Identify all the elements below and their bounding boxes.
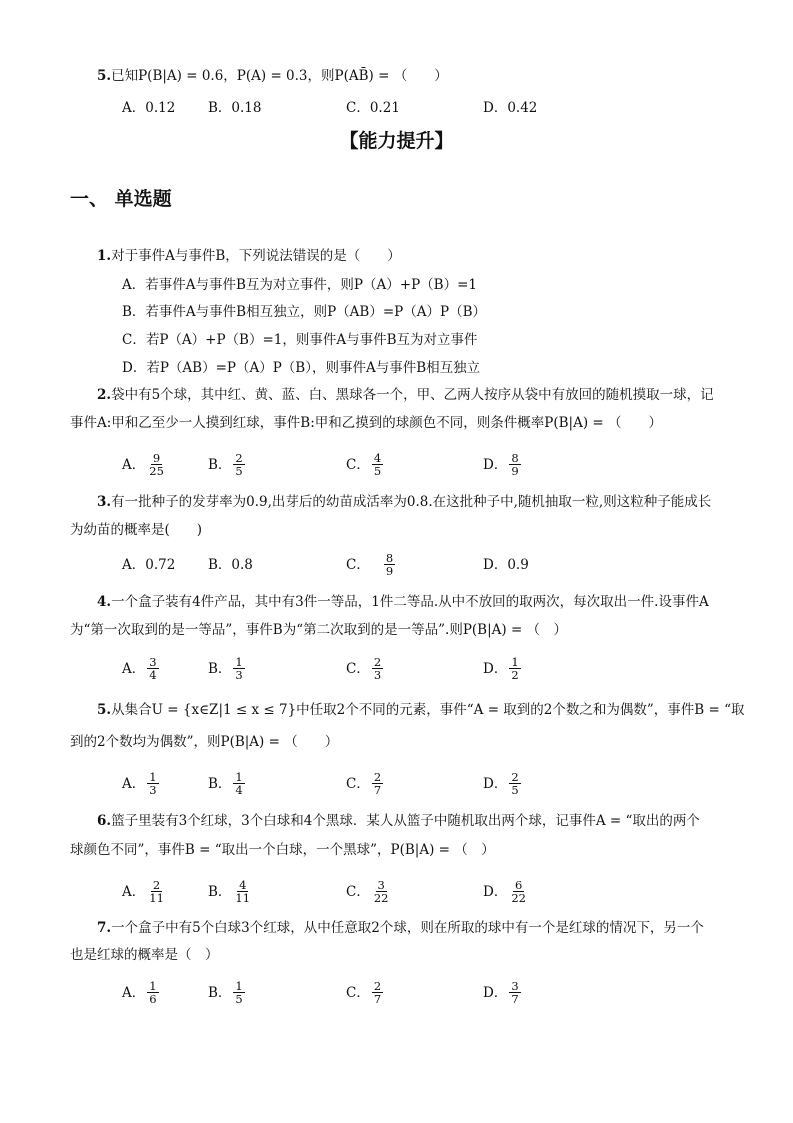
q6-option-d: D． $\frac{6}{22}$ [483, 878, 526, 905]
fraction: $\frac{3}{7}$ [511, 979, 519, 1006]
q7-option-d: D． $\frac{3}{7}$ [483, 979, 519, 1006]
q5-stem-line2: 到的2个数均为偶数”，则P(B|A) = （ ） [70, 734, 339, 750]
fraction: $\frac{6}{22}$ [511, 878, 526, 905]
q4-option-a: A． $\frac{3}{4}$ [122, 655, 157, 682]
fraction: $\frac{2}{3}$ [373, 655, 382, 682]
q2-option-c: C． $\frac{4}{5}$ [346, 451, 382, 478]
q3-option-a: A． 0.72 [122, 557, 176, 573]
top-q-option-c: C． 0.21 [346, 100, 400, 116]
q7-option-c: C． $\frac{2}{7}$ [346, 979, 382, 1006]
q3-stem-line2: 为幼苗的概率是( ) [70, 522, 203, 538]
fraction: $\frac{1}{4}$ [235, 770, 243, 797]
q7-option-b: B． $\frac{1}{5}$ [208, 979, 243, 1006]
top-q-option-d: D． 0.42 [483, 100, 538, 116]
fraction: $\frac{1}{5}$ [235, 979, 243, 1006]
q2-option-d: D． $\frac{8}{9}$ [483, 451, 519, 478]
top-q-option-b: B． 0.18 [208, 100, 262, 116]
q5-option-d: D． $\frac{2}{5}$ [483, 770, 519, 797]
fraction: $\frac{1}{6}$ [149, 979, 157, 1006]
q5-option-c: C． $\frac{2}{7}$ [346, 770, 382, 797]
q6-stem-line1: 6.篮子里装有3个红球，3个白球和4个黑球．某人从篮子中随机取出两个球，记事件A = “取出的两个 [97, 813, 700, 829]
fraction: $\frac{1}{3}$ [149, 770, 157, 797]
fraction: $\frac{2}{5}$ [511, 770, 519, 797]
q1-option-d: D．若P（AB）=P（A）P（B），则事件A与事件B相互独立 [122, 360, 481, 376]
q6-option-b: B． $\frac{4}{11}$ [208, 878, 251, 905]
top-question-stem: 5.已知P(B|A) = 0.6，P(A) = 0.3，则P(AB̄) = （ ） [97, 68, 448, 84]
q2-option-b: B． $\frac{2}{5}$ [208, 451, 243, 478]
fraction: $\frac{8}{9}$ [385, 551, 394, 578]
fraction: $\frac{2}{11}$ [149, 878, 164, 905]
q3-option-b: B． 0.8 [208, 557, 253, 573]
q6-option-c: C． $\frac{3}{22}$ [346, 878, 389, 905]
q3-option-c: C． $\frac{8}{9}$ [346, 551, 394, 578]
q1-stem: 1.对于事件A与事件B，下列说法错误的是（ ） [97, 248, 401, 264]
q5-stem-line1: 5.从集合U = {x∈Z|1 ≤ x ≤ 7}中任取2个不同的元素，事件“A = 取到的2个数之和为偶数”，事件B = “取 [97, 702, 745, 718]
q1-option-b: B．若事件A与事件B相互独立，则P（AB）=P（A）P（B） [122, 304, 486, 320]
q4-stem-line2: 为“第一次取到的是一等品”，事件B为“第二次取到的是一等品”.则P(B|A) = （ ） [70, 622, 568, 638]
q1-option-c: C．若P（A）+P（B）=1，则事件A与事件B互为对立事件 [122, 332, 478, 348]
q4-option-b: B． $\frac{1}{3}$ [208, 655, 243, 682]
part-title: 一、 单选题 [70, 188, 172, 210]
fraction: $\frac{2}{7}$ [373, 979, 382, 1006]
fraction: $\frac{2}{7}$ [373, 770, 382, 797]
fraction: $\frac{1}{2}$ [511, 655, 519, 682]
q1-option-a: A．若事件A与事件B互为对立事件，则P（A）+P（B）=1 [122, 277, 477, 293]
fraction: $\frac{3}{22}$ [373, 878, 389, 905]
fraction: $\frac{8}{9}$ [511, 451, 519, 478]
q7-stem-line1: 7.一个盒子中有5个白球3个红球，从中任意取2个球，则在所取的球中有一个是红球的情况下，另一个 [97, 920, 704, 936]
q5-option-b: B． $\frac{1}{4}$ [208, 770, 243, 797]
fraction: $\frac{1}{3}$ [235, 655, 243, 682]
fraction: $\frac{4}{11}$ [235, 878, 251, 905]
fraction: $\frac{4}{5}$ [373, 451, 382, 478]
q6-option-a: A． $\frac{2}{11}$ [122, 878, 164, 905]
q6-stem-line2: 球颜色不同”，事件B = “取出一个白球，一个黑球”，P(B|A) = （ ） [70, 842, 495, 858]
q3-stem-line1: 3.有一批种子的发芽率为0.9,出芽后的幼苗成活率为0.8.在这批种子中,随机抽取一粒,则这粒种子能成长 [97, 494, 712, 510]
q7-option-a: A． $\frac{1}{6}$ [122, 979, 157, 1006]
q2-stem-line1: 2.袋中有5个球，其中红、黄、蓝、白、黑球各一个，甲、乙两人按序从袋中有放回的随机摸取一球，记 [97, 387, 714, 403]
top-q-option-a: A． 0.12 [122, 100, 176, 116]
q2-stem-line2: 事件A:甲和乙至少一人摸到红球，事件B:甲和乙摸到的球颜色不同，则条件概率P(B|A) = （ ） [70, 415, 662, 431]
q2-option-a: A． $\frac{9}{25}$ [122, 451, 164, 478]
q4-option-c: C． $\frac{2}{3}$ [346, 655, 382, 682]
fraction: $\frac{3}{4}$ [149, 655, 157, 682]
q3-option-d: D． 0.9 [483, 557, 529, 573]
q7-stem-line2: 也是红球的概率是（ ） [70, 947, 219, 963]
q4-stem-line1: 4.一个盒子装有4件产品，其中有3件一等品，1件二等品.从中不放回的取两次，每次取出一件.设事件A [97, 594, 709, 610]
q5-option-a: A． $\frac{1}{3}$ [122, 770, 157, 797]
q4-option-d: D． $\frac{1}{2}$ [483, 655, 519, 682]
fraction: $\frac{2}{5}$ [235, 451, 243, 478]
section-title: 【能力提升】 [339, 130, 454, 152]
fraction: $\frac{9}{25}$ [149, 451, 164, 478]
